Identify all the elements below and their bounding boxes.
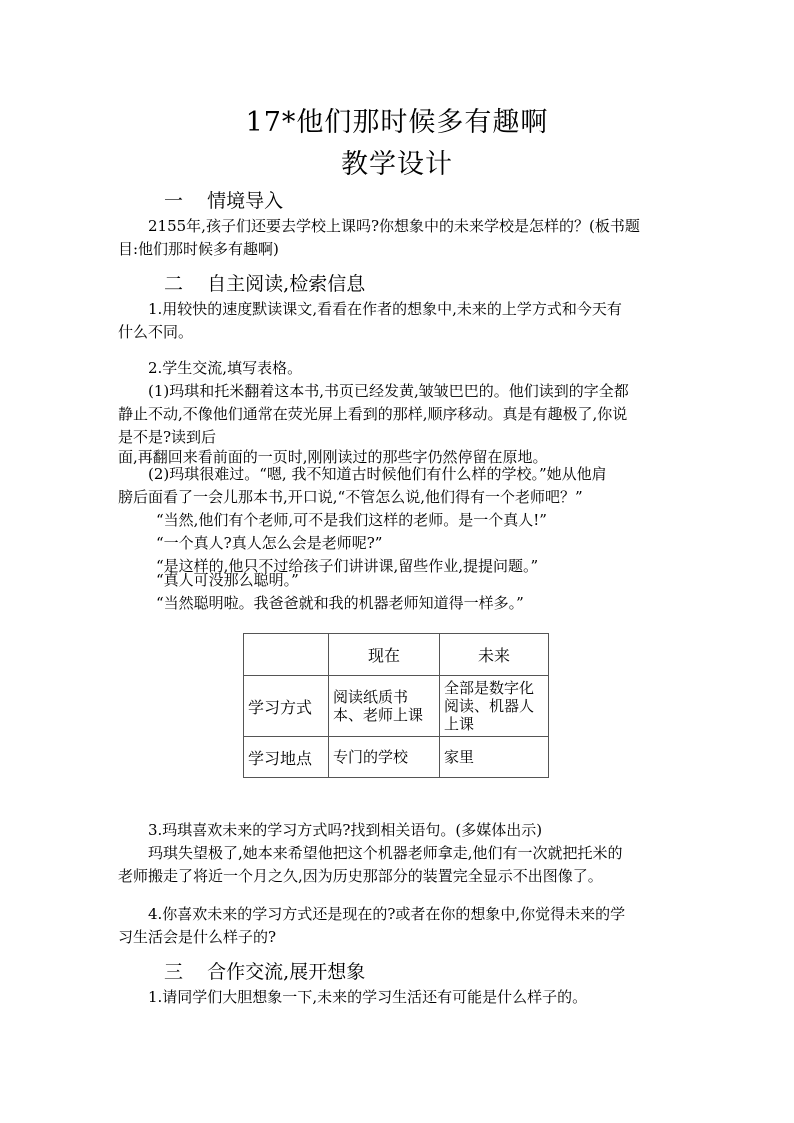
dialog-line4: “真人可没那么聪明。”: [156, 571, 299, 589]
doc-title: 17*他们那时候多有趣啊: [245, 107, 549, 138]
row-label-place: 学习地点: [244, 737, 329, 778]
question1-line1: 1.用较快的速度默读课文,看看在作者的想象中,未来的上学方式和今天有: [148, 300, 622, 318]
dialog-line5: “当然聪明啦。我爸爸就和我的机器老师知道得一样多。”: [156, 594, 524, 612]
section2-heading: 二 自主阅读,检索信息: [164, 273, 366, 295]
section1-paragraph-line1: 2155年,孩子们还要去学校上课吗?你想象中的未来学校是怎样的？(板书题: [148, 217, 640, 235]
dialog-line1: “当然,他们有个老师,可不是我们这样的老师。是一个真人!”: [156, 511, 547, 529]
dialog-line2: “一个真人?真人怎么会是老师呢?”: [156, 534, 383, 552]
section3-heading: 三 合作交流,展开想象: [164, 961, 366, 983]
table-row: [244, 737, 549, 778]
section1-heading: 一 情境导入: [164, 190, 284, 212]
table-header-future: 未来: [440, 634, 549, 676]
section3-question1: 1.请同学们大胆想象一下,未来的学习生活还有可能是什么样子的。: [148, 988, 588, 1006]
table-corner-cell: [244, 634, 329, 676]
table-header-now: 现在: [329, 634, 440, 676]
quote1-line2: 静止不动,不像他们通常在荧光屏上看到的那样,顺序移动。真是有趣极了,你说: [118, 405, 628, 423]
cell-method-future: 全部是数字化阅读、机器人上课: [440, 676, 549, 737]
table-header-row: [244, 634, 549, 676]
question3: 3.玛琪喜欢未来的学习方式吗?找到相关语句。(多媒体出示): [148, 821, 543, 839]
quote1-line1: (1)玛琪和托米翻着这本书,书页已经发黄,皱皱巴巴的。他们读到的字全都: [148, 382, 629, 400]
doc-subtitle: 教学设计: [341, 149, 453, 180]
row-label-method: 学习方式: [244, 676, 329, 737]
cell-method-now: 阅读纸质书本、老师上课: [329, 676, 440, 737]
quote2-line2: 膀后面看了一会儿那本书,开口说,“不管怎么说,他们得有一个老师吧？”: [118, 488, 583, 506]
question1-line2: 什么不同。: [118, 323, 194, 341]
quote1-line3: 是不是?读到后: [118, 428, 217, 446]
quote2-line1: (2)玛琪很难过。“嗯, 我不知道古时候他们有什么样的学校。”她从他肩: [148, 465, 607, 483]
question2: 2.学生交流,填写表格。: [148, 359, 303, 377]
quote1-line4: 面,再翻回来看前面的一页时,刚刚读过的那些字仍然停留在原地。: [118, 448, 548, 466]
dialog-line3: “是这样的,他只不过给孩子们讲讲课,留些作业,提提问题。”: [156, 557, 539, 575]
table-row: [244, 676, 549, 737]
comparison-table: [243, 633, 549, 778]
cell-place-now: 专门的学校: [329, 737, 440, 778]
question4-line2: 习生活会是什么样子的?: [118, 928, 277, 946]
question3-quote-line1: 玛琪失望极了,她本来希望他把这个机器老师拿走,他们有一次就把托米的: [148, 844, 623, 862]
cell-place-future: 家里: [440, 737, 549, 778]
question4-line1: 4.你喜欢未来的学习方式还是现在的?或者在你的想象中,你觉得未来的学: [148, 905, 626, 923]
question3-quote-line2: 老师搬走了将近一个月之久,因为历史那部分的装置完全显示不出图像了。: [118, 867, 603, 885]
section1-paragraph-line2: 目:他们那时候多有趣啊): [118, 240, 279, 258]
